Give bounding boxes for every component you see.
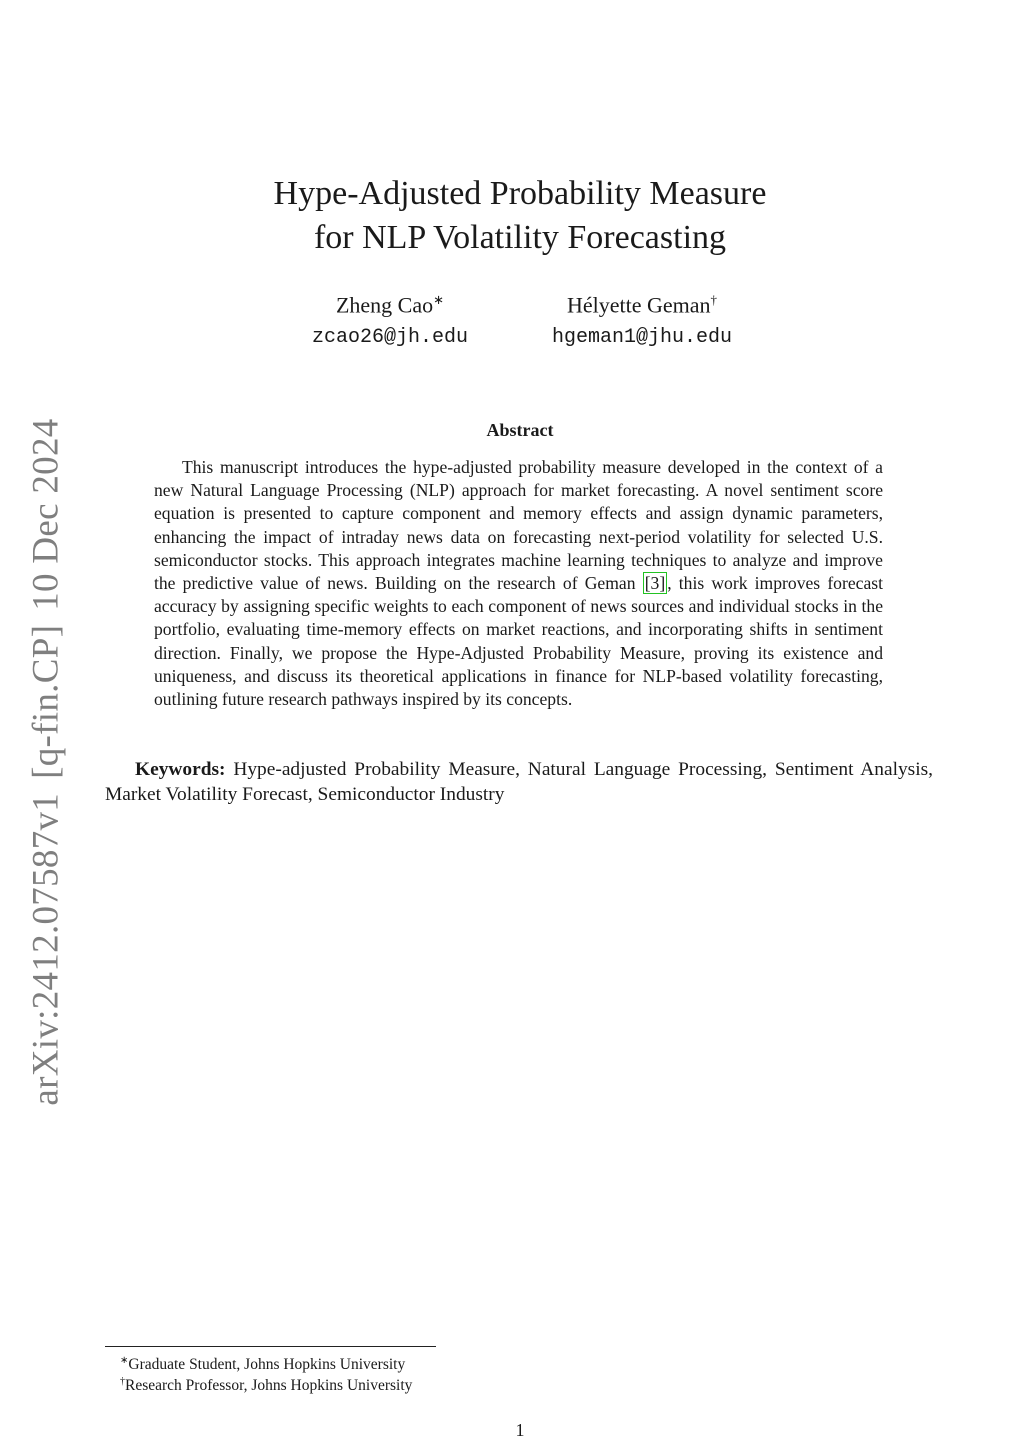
arxiv-date: 10 Dec 2024 <box>25 418 67 611</box>
citation-close: ] <box>659 573 666 594</box>
keywords <box>105 757 933 807</box>
citation-open: [ <box>644 573 651 594</box>
footnote-1-mark: ∗ <box>120 1355 129 1366</box>
footnote-2 <box>120 1372 412 1396</box>
page-number: 1 <box>515 1420 525 1440</box>
author-2-email[interactable]: hgeman1@jhu.edu <box>551 326 733 350</box>
paper-title <box>0 172 1024 260</box>
citation-link[interactable] <box>643 572 668 594</box>
footnote-2-text: Research Professor, Johns Hopkins University <box>125 1377 413 1395</box>
arxiv-stamp <box>25 404 68 1105</box>
keywords-text: Hype-adjusted Probability Measure, Natural Language Processing, Sentiment Analysis, Market Volatility Forecast, Semiconductor Industry <box>105 759 933 805</box>
title-line-1: Hype-Adjusted Probability Measure <box>273 175 767 212</box>
arxiv-id[interactable]: arXiv:2412.07587v1 <box>25 792 67 1106</box>
arxiv-category: [q-fin.CP] <box>25 624 67 779</box>
author-1-name: Zheng Cao <box>335 292 434 318</box>
keywords-label: Keywords: <box>135 759 226 780</box>
abstract-body <box>154 456 883 711</box>
abstract-text-2: , this work improves forecast accuracy by assigning specific weights to each component of news sources and individual stocks in the portfolio, evaluating time-memory effects on market reactions, and incorporating shifts in sentiment direction. Finally, we propose the Hype-Adjusted Probability Measure, proving its existence and uniqueness, and discuss its theoretical applications in finance for NLP-based volatility forecasting, outlining future research pathways inspired by its concepts. <box>154 573 883 710</box>
footnote-divider <box>105 1346 436 1347</box>
abstract-heading: Abstract <box>486 420 554 440</box>
abstract-text-1: This manuscript introduces the hype-adjusted probability measure developed in the context of a new Natural Language Processing (NLP) approach for market forecasting. A novel sentiment score equation is presented to capture component and memory effects and assign dynamic parameters, enhancing the impact of intraday news data on forecasting next-period volatility for selected U.S. semiconductor stocks. This approach integrates machine learning techniques to analyze and improve the predictive value of news. Building on the research of Geman <box>154 457 883 594</box>
footnote-1-text: Graduate Student, Johns Hopkins University <box>128 1356 406 1374</box>
author-1 <box>300 285 480 353</box>
author-2 <box>532 285 752 353</box>
author-1-footnote-mark[interactable]: ∗ <box>433 292 445 307</box>
citation-number: 3 <box>650 573 660 594</box>
author-2-name: Hélyette Geman <box>566 292 711 318</box>
author-1-email[interactable]: zcao26@jh.edu <box>311 326 469 350</box>
author-2-footnote-mark[interactable]: † <box>710 292 718 307</box>
footnote-2-mark: † <box>120 1376 125 1387</box>
title-line-2: for NLP Volatility Forecasting <box>313 219 727 256</box>
